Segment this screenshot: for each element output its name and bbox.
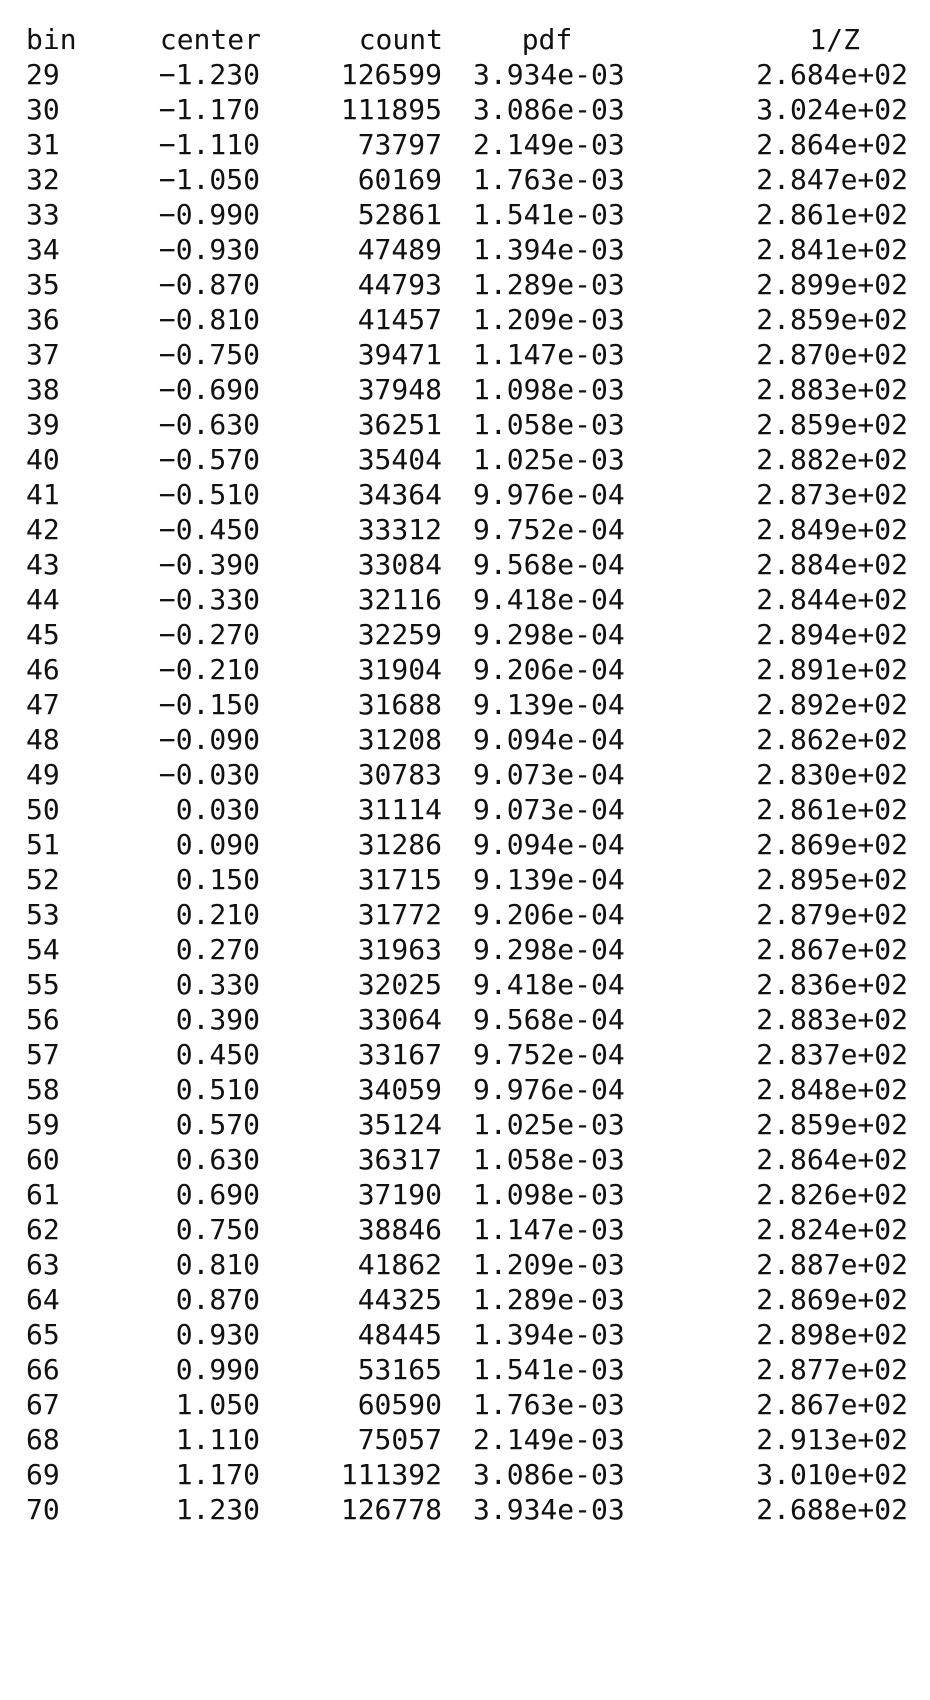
inverse-z-cell: 2.836e+02 bbox=[756, 968, 908, 1001]
table-row bbox=[0, 687, 930, 722]
inverse-z-cell: 2.887e+02 bbox=[756, 1248, 908, 1281]
center-cell: 0.270 bbox=[175, 933, 260, 966]
center-cell: 1.170 bbox=[175, 1458, 260, 1491]
center-cell: 1.050 bbox=[175, 1388, 260, 1421]
center-cell: −1.230 bbox=[158, 58, 260, 91]
inverse-z-cell: 2.684e+02 bbox=[756, 58, 908, 91]
table-row bbox=[0, 1002, 930, 1037]
table-row bbox=[0, 512, 930, 547]
pdf-cell: 9.206e-04 bbox=[473, 898, 625, 931]
inverse-z-cell: 2.894e+02 bbox=[756, 618, 908, 651]
table-row bbox=[0, 1212, 930, 1247]
inverse-z-cell: 2.859e+02 bbox=[756, 303, 908, 336]
count-cell: 41457 bbox=[357, 303, 442, 336]
bin-cell: 36 bbox=[26, 303, 60, 336]
inverse-z-cell: 2.869e+02 bbox=[756, 1283, 908, 1316]
inverse-z-cell: 2.849e+02 bbox=[756, 513, 908, 546]
inverse-z-cell: 2.837e+02 bbox=[756, 1038, 908, 1071]
bin-cell: 56 bbox=[26, 1003, 60, 1036]
bin-cell: 37 bbox=[26, 338, 60, 371]
bin-cell: 49 bbox=[26, 758, 60, 791]
center-cell: −0.930 bbox=[158, 233, 260, 266]
inverse-z-cell: 2.873e+02 bbox=[756, 478, 908, 511]
center-cell: −0.030 bbox=[158, 758, 260, 791]
pdf-cell: 1.025e-03 bbox=[473, 443, 625, 476]
pdf-cell: 9.418e-04 bbox=[473, 968, 625, 1001]
header-bin: bin bbox=[26, 23, 77, 56]
count-cell: 33084 bbox=[357, 548, 442, 581]
table-row bbox=[0, 1317, 930, 1352]
count-cell: 111895 bbox=[340, 93, 442, 126]
center-cell: 0.990 bbox=[175, 1353, 260, 1386]
center-cell: 0.810 bbox=[175, 1248, 260, 1281]
table-row bbox=[0, 617, 930, 652]
bin-cell: 51 bbox=[26, 828, 60, 861]
pdf-cell: 1.098e-03 bbox=[473, 373, 625, 406]
center-cell: −1.110 bbox=[158, 128, 260, 161]
center-cell: 0.330 bbox=[175, 968, 260, 1001]
bin-cell: 54 bbox=[26, 933, 60, 966]
inverse-z-cell: 2.877e+02 bbox=[756, 1353, 908, 1386]
table-row bbox=[0, 1072, 930, 1107]
bin-cell: 68 bbox=[26, 1423, 60, 1456]
table-row bbox=[0, 267, 930, 302]
table-row bbox=[0, 547, 930, 582]
inverse-z-cell: 2.869e+02 bbox=[756, 828, 908, 861]
inverse-z-cell: 2.898e+02 bbox=[756, 1318, 908, 1351]
count-cell: 53165 bbox=[357, 1353, 442, 1386]
header-count: count bbox=[358, 23, 443, 56]
center-cell: −0.390 bbox=[158, 548, 260, 581]
table-row bbox=[0, 1457, 930, 1492]
bin-cell: 39 bbox=[26, 408, 60, 441]
inverse-z-cell: 2.862e+02 bbox=[756, 723, 908, 756]
bin-cell: 41 bbox=[26, 478, 60, 511]
pdf-cell: 9.073e-04 bbox=[473, 793, 625, 826]
count-cell: 37190 bbox=[357, 1178, 442, 1211]
bin-cell: 32 bbox=[26, 163, 60, 196]
table-row bbox=[0, 827, 930, 862]
table-row bbox=[0, 1492, 930, 1527]
center-cell: −1.050 bbox=[158, 163, 260, 196]
pdf-cell: 1.394e-03 bbox=[473, 1318, 625, 1351]
pdf-cell: 9.139e-04 bbox=[473, 863, 625, 896]
inverse-z-cell: 2.883e+02 bbox=[756, 1003, 908, 1036]
inverse-z-cell: 2.826e+02 bbox=[756, 1178, 908, 1211]
pdf-cell: 9.094e-04 bbox=[473, 828, 625, 861]
inverse-z-cell: 2.824e+02 bbox=[756, 1213, 908, 1246]
center-cell: 0.390 bbox=[175, 1003, 260, 1036]
pdf-cell: 9.752e-04 bbox=[473, 513, 625, 546]
table-row bbox=[0, 57, 930, 92]
histogram-table bbox=[0, 22, 930, 1527]
count-cell: 44325 bbox=[357, 1283, 442, 1316]
table-row bbox=[0, 1142, 930, 1177]
inverse-z-cell: 2.861e+02 bbox=[756, 198, 908, 231]
center-cell: −0.510 bbox=[158, 478, 260, 511]
inverse-z-cell: 2.867e+02 bbox=[756, 933, 908, 966]
count-cell: 48445 bbox=[357, 1318, 442, 1351]
bin-cell: 53 bbox=[26, 898, 60, 931]
table-row bbox=[0, 932, 930, 967]
center-cell: −0.810 bbox=[158, 303, 260, 336]
pdf-cell: 9.206e-04 bbox=[473, 653, 625, 686]
bin-cell: 47 bbox=[26, 688, 60, 721]
count-cell: 31963 bbox=[357, 933, 442, 966]
pdf-cell: 3.934e-03 bbox=[473, 1493, 625, 1526]
inverse-z-cell: 2.870e+02 bbox=[756, 338, 908, 371]
inverse-z-cell: 2.861e+02 bbox=[756, 793, 908, 826]
count-cell: 33064 bbox=[357, 1003, 442, 1036]
bin-cell: 69 bbox=[26, 1458, 60, 1491]
header-pdf: pdf bbox=[521, 23, 573, 56]
table-row bbox=[0, 1422, 930, 1457]
table-row bbox=[0, 477, 930, 512]
pdf-cell: 9.418e-04 bbox=[473, 583, 625, 616]
inverse-z-cell: 3.024e+02 bbox=[756, 93, 908, 126]
count-cell: 34059 bbox=[357, 1073, 442, 1106]
table-row bbox=[0, 1387, 930, 1422]
table-row bbox=[0, 337, 930, 372]
bin-cell: 40 bbox=[26, 443, 60, 476]
count-cell: 36317 bbox=[357, 1143, 442, 1176]
inverse-z-cell: 2.847e+02 bbox=[756, 163, 908, 196]
table-row bbox=[0, 162, 930, 197]
inverse-z-cell: 2.892e+02 bbox=[756, 688, 908, 721]
bin-cell: 34 bbox=[26, 233, 60, 266]
count-cell: 73797 bbox=[357, 128, 442, 161]
bin-cell: 38 bbox=[26, 373, 60, 406]
table-row bbox=[0, 1247, 930, 1282]
count-cell: 60590 bbox=[357, 1388, 442, 1421]
inverse-z-cell: 2.830e+02 bbox=[756, 758, 908, 791]
count-cell: 126599 bbox=[340, 58, 442, 91]
count-cell: 35404 bbox=[357, 443, 442, 476]
count-cell: 35124 bbox=[357, 1108, 442, 1141]
bin-cell: 65 bbox=[26, 1318, 60, 1351]
center-cell: −0.690 bbox=[158, 373, 260, 406]
center-cell: −0.090 bbox=[158, 723, 260, 756]
count-cell: 31208 bbox=[357, 723, 442, 756]
header-center: center bbox=[159, 23, 261, 56]
table-row bbox=[0, 302, 930, 337]
table-row bbox=[0, 757, 930, 792]
bin-cell: 70 bbox=[26, 1493, 60, 1526]
count-cell: 126778 bbox=[340, 1493, 442, 1526]
table-row bbox=[0, 197, 930, 232]
bin-cell: 63 bbox=[26, 1248, 60, 1281]
inverse-z-cell: 2.891e+02 bbox=[756, 653, 908, 686]
table-row bbox=[0, 407, 930, 442]
inverse-z-cell: 2.867e+02 bbox=[756, 1388, 908, 1421]
pdf-cell: 2.149e-03 bbox=[473, 1423, 625, 1456]
pdf-cell: 9.752e-04 bbox=[473, 1038, 625, 1071]
pdf-cell: 1.147e-03 bbox=[473, 338, 625, 371]
center-cell: 0.930 bbox=[175, 1318, 260, 1351]
bin-cell: 67 bbox=[26, 1388, 60, 1421]
bin-cell: 29 bbox=[26, 58, 60, 91]
inverse-z-cell: 2.859e+02 bbox=[756, 1108, 908, 1141]
inverse-z-cell: 2.841e+02 bbox=[756, 233, 908, 266]
center-cell: −0.750 bbox=[158, 338, 260, 371]
pdf-cell: 3.086e-03 bbox=[473, 1458, 625, 1491]
count-cell: 31715 bbox=[357, 863, 442, 896]
count-cell: 31286 bbox=[357, 828, 442, 861]
count-cell: 38846 bbox=[357, 1213, 442, 1246]
count-cell: 31114 bbox=[357, 793, 442, 826]
table-row bbox=[0, 1177, 930, 1212]
bin-cell: 64 bbox=[26, 1283, 60, 1316]
center-cell: −0.990 bbox=[158, 198, 260, 231]
count-cell: 52861 bbox=[357, 198, 442, 231]
table-row bbox=[0, 1107, 930, 1142]
bin-cell: 52 bbox=[26, 863, 60, 896]
count-cell: 31904 bbox=[357, 653, 442, 686]
pdf-cell: 1.098e-03 bbox=[473, 1178, 625, 1211]
bin-cell: 62 bbox=[26, 1213, 60, 1246]
center-cell: 1.110 bbox=[175, 1423, 260, 1456]
count-cell: 41862 bbox=[357, 1248, 442, 1281]
center-cell: −0.330 bbox=[158, 583, 260, 616]
bin-cell: 57 bbox=[26, 1038, 60, 1071]
pdf-cell: 9.568e-04 bbox=[473, 1003, 625, 1036]
table-row bbox=[0, 92, 930, 127]
inverse-z-cell: 2.848e+02 bbox=[756, 1073, 908, 1106]
count-cell: 34364 bbox=[357, 478, 442, 511]
pdf-cell: 9.976e-04 bbox=[473, 478, 625, 511]
pdf-cell: 1.394e-03 bbox=[473, 233, 625, 266]
count-cell: 32116 bbox=[357, 583, 442, 616]
pdf-cell: 1.058e-03 bbox=[473, 408, 625, 441]
pdf-cell: 9.073e-04 bbox=[473, 758, 625, 791]
center-cell: 0.150 bbox=[175, 863, 260, 896]
inverse-z-cell: 2.688e+02 bbox=[756, 1493, 908, 1526]
table-row bbox=[0, 1352, 930, 1387]
center-cell: 0.450 bbox=[175, 1038, 260, 1071]
inverse-z-cell: 2.883e+02 bbox=[756, 373, 908, 406]
bin-cell: 50 bbox=[26, 793, 60, 826]
pdf-cell: 9.139e-04 bbox=[473, 688, 625, 721]
bin-cell: 44 bbox=[26, 583, 60, 616]
pdf-cell: 1.025e-03 bbox=[473, 1108, 625, 1141]
bin-cell: 42 bbox=[26, 513, 60, 546]
center-cell: 0.030 bbox=[175, 793, 260, 826]
pdf-cell: 1.289e-03 bbox=[473, 268, 625, 301]
center-cell: 0.210 bbox=[175, 898, 260, 931]
center-cell: 1.230 bbox=[175, 1493, 260, 1526]
pdf-cell: 1.209e-03 bbox=[473, 303, 625, 336]
inverse-z-cell: 2.859e+02 bbox=[756, 408, 908, 441]
pdf-cell: 1.147e-03 bbox=[473, 1213, 625, 1246]
count-cell: 47489 bbox=[357, 233, 442, 266]
pdf-cell: 3.086e-03 bbox=[473, 93, 625, 126]
pdf-cell: 1.541e-03 bbox=[473, 1353, 625, 1386]
table-row bbox=[0, 372, 930, 407]
bin-cell: 66 bbox=[26, 1353, 60, 1386]
center-cell: −1.170 bbox=[158, 93, 260, 126]
center-cell: −0.870 bbox=[158, 268, 260, 301]
count-cell: 33167 bbox=[357, 1038, 442, 1071]
pdf-cell: 1.541e-03 bbox=[473, 198, 625, 231]
center-cell: −0.270 bbox=[158, 618, 260, 651]
center-cell: 0.750 bbox=[175, 1213, 260, 1246]
bin-cell: 58 bbox=[26, 1073, 60, 1106]
bin-cell: 30 bbox=[26, 93, 60, 126]
table-row bbox=[0, 652, 930, 687]
table-row bbox=[0, 967, 930, 1002]
pdf-cell: 1.763e-03 bbox=[473, 163, 625, 196]
count-cell: 32259 bbox=[357, 618, 442, 651]
inverse-z-cell: 3.010e+02 bbox=[756, 1458, 908, 1491]
pdf-cell: 9.298e-04 bbox=[473, 618, 625, 651]
table-header-row bbox=[0, 22, 930, 57]
pdf-cell: 1.289e-03 bbox=[473, 1283, 625, 1316]
header-inverse-z: 1/Z bbox=[809, 23, 860, 56]
inverse-z-cell: 2.879e+02 bbox=[756, 898, 908, 931]
pdf-cell: 1.209e-03 bbox=[473, 1248, 625, 1281]
pdf-cell: 3.934e-03 bbox=[473, 58, 625, 91]
center-cell: 0.630 bbox=[175, 1143, 260, 1176]
count-cell: 37948 bbox=[357, 373, 442, 406]
inverse-z-cell: 2.899e+02 bbox=[756, 268, 908, 301]
count-cell: 31772 bbox=[357, 898, 442, 931]
table-body bbox=[0, 57, 930, 1527]
count-cell: 32025 bbox=[357, 968, 442, 1001]
center-cell: −0.570 bbox=[158, 443, 260, 476]
table-row bbox=[0, 897, 930, 932]
count-cell: 36251 bbox=[357, 408, 442, 441]
center-cell: −0.210 bbox=[158, 653, 260, 686]
inverse-z-cell: 2.913e+02 bbox=[756, 1423, 908, 1456]
table-row bbox=[0, 582, 930, 617]
inverse-z-cell: 2.864e+02 bbox=[756, 1143, 908, 1176]
inverse-z-cell: 2.864e+02 bbox=[756, 128, 908, 161]
bin-cell: 33 bbox=[26, 198, 60, 231]
table-row bbox=[0, 127, 930, 162]
count-cell: 30783 bbox=[357, 758, 442, 791]
bin-cell: 35 bbox=[26, 268, 60, 301]
center-cell: 0.570 bbox=[175, 1108, 260, 1141]
table-row bbox=[0, 1037, 930, 1072]
table-row bbox=[0, 232, 930, 267]
table-row bbox=[0, 862, 930, 897]
bin-cell: 60 bbox=[26, 1143, 60, 1176]
table-row bbox=[0, 722, 930, 757]
pdf-cell: 1.763e-03 bbox=[473, 1388, 625, 1421]
inverse-z-cell: 2.882e+02 bbox=[756, 443, 908, 476]
center-cell: 0.690 bbox=[175, 1178, 260, 1211]
bin-cell: 43 bbox=[26, 548, 60, 581]
pdf-cell: 2.149e-03 bbox=[473, 128, 625, 161]
count-cell: 44793 bbox=[357, 268, 442, 301]
pdf-cell: 9.568e-04 bbox=[473, 548, 625, 581]
count-cell: 39471 bbox=[357, 338, 442, 371]
inverse-z-cell: 2.895e+02 bbox=[756, 863, 908, 896]
table-row bbox=[0, 442, 930, 477]
count-cell: 75057 bbox=[357, 1423, 442, 1456]
pdf-cell: 9.094e-04 bbox=[473, 723, 625, 756]
center-cell: 0.090 bbox=[175, 828, 260, 861]
count-cell: 60169 bbox=[357, 163, 442, 196]
count-cell: 31688 bbox=[357, 688, 442, 721]
inverse-z-cell: 2.884e+02 bbox=[756, 548, 908, 581]
table-row bbox=[0, 1282, 930, 1317]
table-row bbox=[0, 792, 930, 827]
inverse-z-cell: 2.844e+02 bbox=[756, 583, 908, 616]
bin-cell: 48 bbox=[26, 723, 60, 756]
center-cell: −0.450 bbox=[158, 513, 260, 546]
bin-cell: 45 bbox=[26, 618, 60, 651]
center-cell: −0.630 bbox=[158, 408, 260, 441]
center-cell: −0.150 bbox=[158, 688, 260, 721]
bin-cell: 31 bbox=[26, 128, 60, 161]
center-cell: 0.870 bbox=[175, 1283, 260, 1316]
bin-cell: 55 bbox=[26, 968, 60, 1001]
center-cell: 0.510 bbox=[175, 1073, 260, 1106]
count-cell: 33312 bbox=[357, 513, 442, 546]
pdf-cell: 1.058e-03 bbox=[473, 1143, 625, 1176]
count-cell: 111392 bbox=[340, 1458, 442, 1491]
bin-cell: 61 bbox=[26, 1178, 60, 1211]
pdf-cell: 9.976e-04 bbox=[473, 1073, 625, 1106]
pdf-cell: 9.298e-04 bbox=[473, 933, 625, 966]
bin-cell: 59 bbox=[26, 1108, 60, 1141]
bin-cell: 46 bbox=[26, 653, 60, 686]
